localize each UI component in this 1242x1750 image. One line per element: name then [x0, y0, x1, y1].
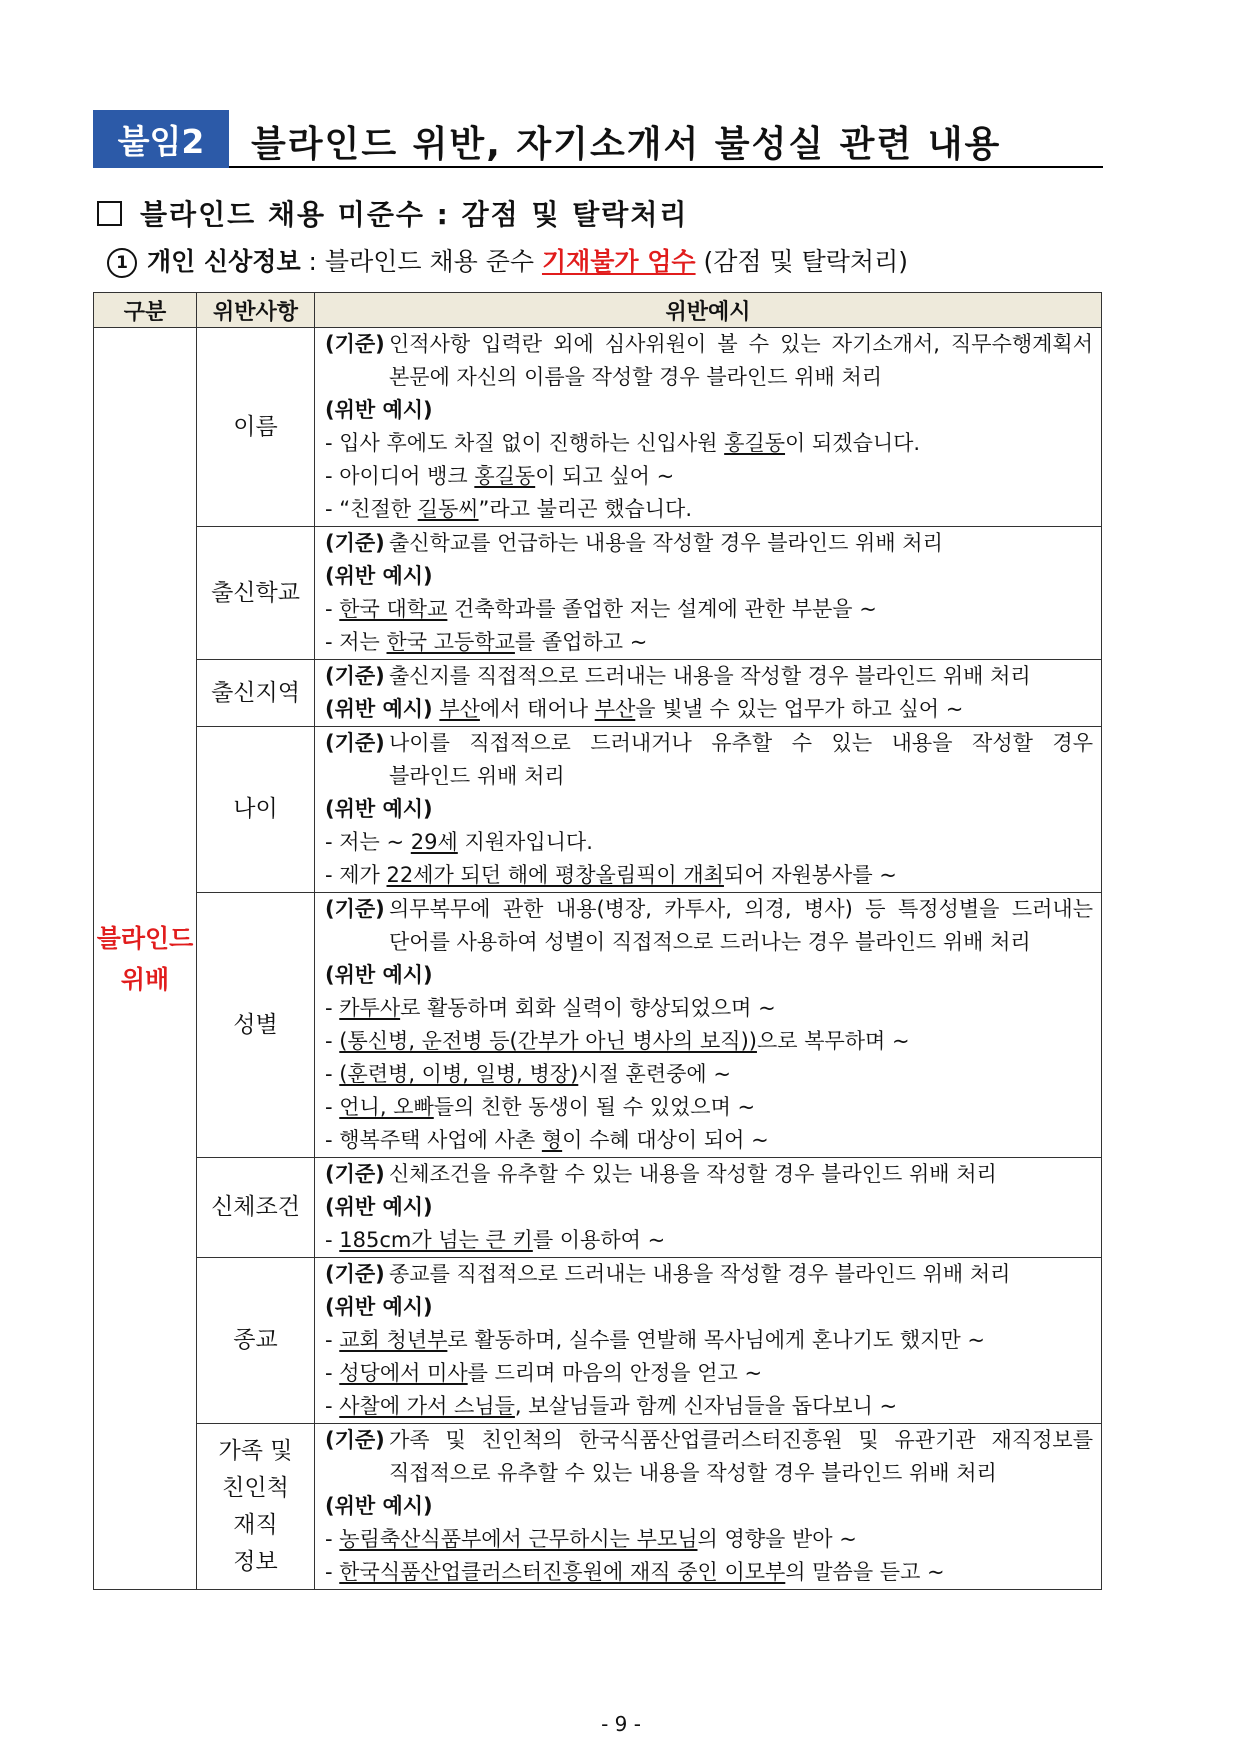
example-line: - 농림축산식품부에서 근무하시는 부모님의 영향을 받아 ~: [325, 1527, 857, 1551]
criteria-label: (기준): [325, 332, 385, 356]
criteria-text: 신체조건을 유추할 수 있는 내용을 작성할 경우 블라인드 위배 처리: [389, 1162, 997, 1186]
table-row: [94, 1424, 1102, 1590]
page-header: [93, 110, 1103, 168]
item-body: 신체조건: [197, 1158, 315, 1258]
page-title: 블라인드 위반, 자기소개서 불성실 관련 내용: [251, 124, 1002, 165]
example-label: (위반 예시): [325, 1195, 433, 1219]
criteria-text-cont: 직접적으로 유추할 수 있는 내용을 작성할 경우 블라인드 위배 처리: [389, 1461, 997, 1485]
example-line: - 성당에서 미사를 드리며 마음의 안정을 얻고 ~: [325, 1361, 763, 1385]
criteria-label: (기준): [325, 731, 385, 755]
criteria-text: 종교를 직접적으로 드러내는 내용을 작성할 경우 블라인드 위배 처리: [389, 1262, 1011, 1286]
example-line: - 저는 ~ 29세 지원자입니다.: [325, 830, 593, 854]
item-school: 출신학교: [197, 527, 315, 660]
circled-number-icon: 1: [107, 248, 137, 278]
example-label: (위반 예시): [325, 963, 433, 987]
criteria-label: (기준): [325, 664, 385, 688]
table-row: [94, 893, 1102, 1158]
table-row: [94, 527, 1102, 660]
example-cell: [315, 727, 1102, 893]
category-line: 위배: [120, 964, 170, 994]
section-heading: [97, 193, 688, 233]
example-line: - 교회 청년부로 활동하며, 실수를 연발해 목사님에게 혼나기도 했지만 ~: [325, 1328, 985, 1352]
criteria-text: 가족 및 친인척의 한국식품산업클러스터진흥원 및 유관기관 재직정보를: [389, 1428, 1093, 1452]
example-line: - (훈련병, 이병, 일병, 병장)시절 훈련중에 ~: [325, 1062, 731, 1086]
subheading-suffix: (감점 및 탈락처리): [695, 247, 908, 276]
table-row: [94, 1158, 1102, 1258]
page-number: - 9 -: [601, 1712, 641, 1736]
item-age: 나이: [197, 727, 315, 893]
table-header-row: [94, 293, 1102, 328]
item-line: 재직: [233, 1511, 278, 1538]
example-line: - “친절한 길동씨”라고 불리곤 했습니다.: [325, 497, 693, 521]
criteria-text-cont: 블라인드 위배 처리: [389, 764, 565, 788]
subheading-highlight: 기재불가 엄수: [541, 247, 696, 276]
criteria-text: 인적사항 입력란 외에 심사위원이 볼 수 있는 자기소개서, 직무수행계획서: [389, 332, 1093, 356]
example-cell: [315, 1424, 1102, 1590]
item-line: 친인척: [222, 1474, 289, 1501]
criteria-text: 의무복무에 관한 내용(병장, 카투사, 의경, 병사) 등 특정성별을 드러내는: [389, 897, 1093, 921]
example-cell: [315, 328, 1102, 527]
item-line: 정보: [233, 1548, 278, 1575]
criteria-text-cont: 단어를 사용하여 성별이 직접적으로 드러나는 경우 블라인드 위배 처리: [389, 930, 1031, 954]
example-line: - 제가 22세가 되던 해에 평창올림픽이 개최되어 자원봉사를 ~: [325, 863, 897, 887]
subheading-sep: : 블라인드 채용 준수: [300, 247, 542, 276]
item-region: 출신지역: [197, 660, 315, 727]
item-name: 이름: [197, 328, 315, 527]
example-cell: [315, 660, 1102, 727]
example-line: - 한국 대학교 건축학과를 졸업한 저는 설계에 관한 부분을 ~: [325, 597, 877, 621]
subheading-label: 개인 신상정보: [147, 247, 301, 276]
item-religion: 종교: [197, 1258, 315, 1424]
item-family: [197, 1424, 315, 1590]
criteria-text-cont: 본문에 자신의 이름을 작성할 경우 블라인드 위배 처리: [389, 365, 883, 389]
example-line: - 아이디어 뱅크 홍길동이 되고 싶어 ~: [325, 464, 675, 488]
item-gender: 성별: [197, 893, 315, 1158]
criteria-label: (기준): [325, 1162, 385, 1186]
example-cell: [315, 527, 1102, 660]
category-line: 블라인드: [96, 923, 194, 953]
criteria-text: 출신지를 직접적으로 드러내는 내용을 작성할 경우 블라인드 위배 처리: [389, 664, 1031, 688]
criteria-label: (기준): [325, 1262, 385, 1286]
table-row: [94, 1258, 1102, 1424]
header-violation: 위반사항: [197, 293, 315, 328]
example-line: (위반 예시) 부산에서 태어나 부산을 빛낼 수 있는 업무가 하고 싶어 ~: [325, 697, 964, 721]
violation-table: [93, 292, 1102, 1590]
example-line: - (통신병, 운전병 등(간부가 아닌 병사의 보직))으로 복무하며 ~: [325, 1029, 910, 1053]
header-rule: [229, 166, 1103, 168]
header-example: 위반예시: [315, 293, 1102, 328]
item-line: 가족 및: [218, 1437, 293, 1464]
example-line: - 185cm가 넘는 큰 키를 이용하여 ~: [325, 1228, 666, 1252]
example-label: (위반 예시): [325, 797, 433, 821]
example-label: (위반 예시): [325, 1295, 433, 1319]
criteria-text: 나이를 직접적으로 드러내거나 유추할 수 있는 내용을 작성할 경우: [389, 731, 1093, 755]
table-row: [94, 328, 1102, 527]
example-cell: [315, 893, 1102, 1158]
example-line: - 언니, 오빠들의 친한 동생이 될 수 있었으며 ~: [325, 1095, 756, 1119]
example-line: - 한국식품산업클러스터진흥원에 재직 중인 이모부의 말씀을 듣고 ~: [325, 1560, 945, 1584]
table-row: [94, 727, 1102, 893]
criteria-label: (기준): [325, 897, 385, 921]
example-cell: [315, 1158, 1102, 1258]
criteria-text: 출신학교를 언급하는 내용을 작성할 경우 블라인드 위배 처리: [389, 531, 943, 555]
example-line: - 저는 한국 고등학교를 졸업하고 ~: [325, 630, 648, 654]
header-category: 구분: [94, 293, 197, 328]
example-label: (위반 예시): [325, 1494, 433, 1518]
example-line: - 행복주택 사업에 사촌 형이 수혜 대상이 되어 ~: [325, 1128, 769, 1152]
checkbox-icon: [97, 201, 122, 226]
example-label: (위반 예시): [325, 398, 433, 422]
example-line: - 입사 후에도 차질 없이 진행하는 신입사원 홍길동이 되겠습니다.: [325, 431, 921, 455]
section-title: 블라인드 채용 미준수 : 감점 및 탈락처리: [140, 198, 689, 231]
example-line: - 사찰에 가서 스님들, 보살님들과 함께 신자님들을 돕다보니 ~: [325, 1394, 898, 1418]
example-label: (위반 예시): [325, 564, 433, 588]
criteria-label: (기준): [325, 531, 385, 555]
category-cell: [94, 328, 197, 1590]
subheading: [107, 242, 908, 278]
table-row: [94, 660, 1102, 727]
attachment-badge: 붙임2: [93, 110, 229, 168]
example-line: - 카투사로 활동하며 회화 실력이 향상되었으며 ~: [325, 996, 776, 1020]
criteria-label: (기준): [325, 1428, 385, 1452]
example-cell: [315, 1258, 1102, 1424]
